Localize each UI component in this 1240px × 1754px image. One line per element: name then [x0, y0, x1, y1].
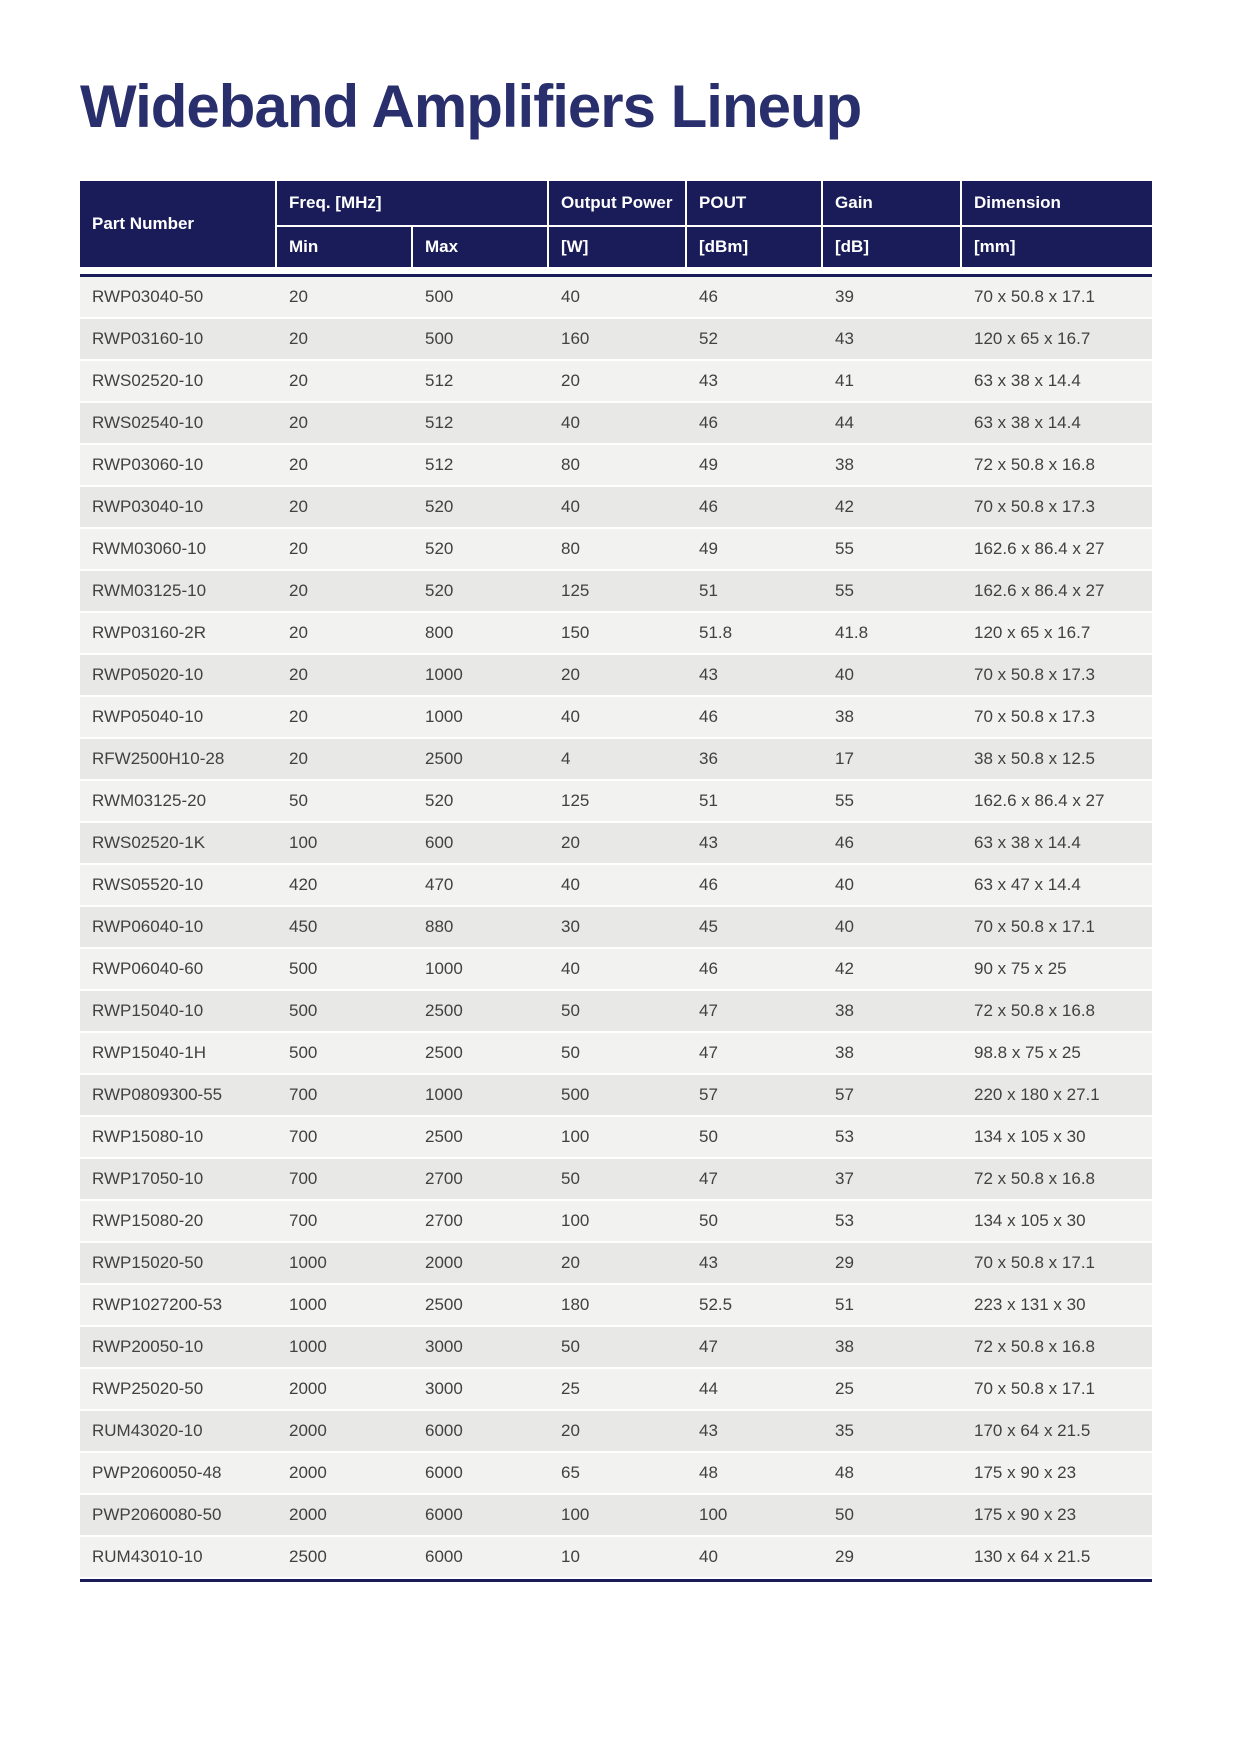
- column-header-pout: POUT: [687, 181, 823, 227]
- cell-dimension_mm: 130 x 64 x 21.5: [962, 1537, 1152, 1579]
- table-row: [80, 1537, 1152, 1579]
- cell-dimension_mm: 63 x 47 x 14.4: [962, 865, 1152, 907]
- cell-dimension_mm: 120 x 65 x 16.7: [962, 613, 1152, 655]
- cell-freq_min: 20: [277, 403, 413, 445]
- cell-part_number: RFW2500H10-28: [80, 739, 277, 781]
- cell-output_power_w: 20: [549, 1243, 687, 1285]
- cell-pout_dbm: 46: [687, 403, 823, 445]
- cell-gain_db: 40: [823, 655, 962, 697]
- cell-freq_max: 1000: [413, 949, 549, 991]
- cell-dimension_mm: 70 x 50.8 x 17.3: [962, 487, 1152, 529]
- page-title: Wideband Amplifiers Lineup: [80, 73, 862, 140]
- footer-rule-cell: [80, 1579, 1152, 1582]
- cell-dimension_mm: 70 x 50.8 x 17.1: [962, 277, 1152, 319]
- cell-pout_dbm: 52.5: [687, 1285, 823, 1327]
- cell-freq_min: 700: [277, 1117, 413, 1159]
- cell-dimension_mm: 175 x 90 x 23: [962, 1453, 1152, 1495]
- column-header-freq-max: Max: [413, 227, 549, 267]
- cell-freq_min: 2000: [277, 1411, 413, 1453]
- table-row: [80, 865, 1152, 907]
- cell-freq_min: 700: [277, 1075, 413, 1117]
- cell-freq_max: 512: [413, 361, 549, 403]
- cell-pout_dbm: 47: [687, 1327, 823, 1369]
- cell-freq_max: 2700: [413, 1159, 549, 1201]
- cell-output_power_w: 180: [549, 1285, 687, 1327]
- cell-dimension_mm: 72 x 50.8 x 16.8: [962, 991, 1152, 1033]
- cell-gain_db: 53: [823, 1117, 962, 1159]
- cell-part_number: RWS02520-10: [80, 361, 277, 403]
- cell-freq_max: 2500: [413, 1117, 549, 1159]
- column-header-dimension-unit: [mm]: [962, 227, 1152, 267]
- cell-gain_db: 51: [823, 1285, 962, 1327]
- cell-gain_db: 48: [823, 1453, 962, 1495]
- cell-gain_db: 29: [823, 1537, 962, 1579]
- cell-freq_min: 2000: [277, 1453, 413, 1495]
- table-row: [80, 697, 1152, 739]
- cell-output_power_w: 125: [549, 571, 687, 613]
- cell-part_number: RUM43010-10: [80, 1537, 277, 1579]
- cell-output_power_w: 40: [549, 403, 687, 445]
- cell-pout_dbm: 47: [687, 991, 823, 1033]
- cell-freq_min: 20: [277, 529, 413, 571]
- cell-pout_dbm: 43: [687, 1411, 823, 1453]
- table-row: [80, 277, 1152, 319]
- cell-dimension_mm: 38 x 50.8 x 12.5: [962, 739, 1152, 781]
- cell-part_number: RWP1027200-53: [80, 1285, 277, 1327]
- cell-gain_db: 40: [823, 907, 962, 949]
- cell-gain_db: 57: [823, 1075, 962, 1117]
- table-row: [80, 1369, 1152, 1411]
- cell-pout_dbm: 48: [687, 1453, 823, 1495]
- cell-pout_dbm: 47: [687, 1033, 823, 1075]
- cell-output_power_w: 10: [549, 1537, 687, 1579]
- table-row: [80, 739, 1152, 781]
- table-row: [80, 1327, 1152, 1369]
- cell-freq_max: 3000: [413, 1369, 549, 1411]
- cell-pout_dbm: 52: [687, 319, 823, 361]
- table-row: [80, 823, 1152, 865]
- cell-gain_db: 37: [823, 1159, 962, 1201]
- table-row: [80, 1033, 1152, 1075]
- cell-pout_dbm: 50: [687, 1117, 823, 1159]
- cell-output_power_w: 100: [549, 1495, 687, 1537]
- cell-dimension_mm: 162.6 x 86.4 x 27: [962, 781, 1152, 823]
- cell-dimension_mm: 70 x 50.8 x 17.1: [962, 1243, 1152, 1285]
- cell-freq_max: 6000: [413, 1453, 549, 1495]
- cell-part_number: RWP05040-10: [80, 697, 277, 739]
- cell-part_number: PWP2060080-50: [80, 1495, 277, 1537]
- cell-part_number: RUM43020-10: [80, 1411, 277, 1453]
- cell-pout_dbm: 100: [687, 1495, 823, 1537]
- table-body: [80, 277, 1152, 1579]
- cell-freq_min: 1000: [277, 1285, 413, 1327]
- cell-dimension_mm: 162.6 x 86.4 x 27: [962, 529, 1152, 571]
- table-row: [80, 1117, 1152, 1159]
- cell-dimension_mm: 72 x 50.8 x 16.8: [962, 1159, 1152, 1201]
- table-row: [80, 613, 1152, 655]
- cell-pout_dbm: 49: [687, 529, 823, 571]
- table-row: [80, 1201, 1152, 1243]
- table-row: [80, 1495, 1152, 1537]
- cell-dimension_mm: 70 x 50.8 x 17.3: [962, 697, 1152, 739]
- cell-gain_db: 40: [823, 865, 962, 907]
- cell-freq_min: 500: [277, 1033, 413, 1075]
- cell-output_power_w: 30: [549, 907, 687, 949]
- cell-pout_dbm: 36: [687, 739, 823, 781]
- cell-output_power_w: 50: [549, 1327, 687, 1369]
- column-header-freq-group: Freq. [MHz]: [277, 181, 549, 227]
- table-row: [80, 991, 1152, 1033]
- cell-gain_db: 42: [823, 487, 962, 529]
- cell-freq_max: 3000: [413, 1327, 549, 1369]
- cell-freq_max: 520: [413, 571, 549, 613]
- cell-part_number: RWP03040-10: [80, 487, 277, 529]
- cell-part_number: PWP2060050-48: [80, 1453, 277, 1495]
- cell-part_number: RWP05020-10: [80, 655, 277, 697]
- cell-gain_db: 38: [823, 1327, 962, 1369]
- cell-freq_max: 520: [413, 781, 549, 823]
- cell-part_number: RWP15080-10: [80, 1117, 277, 1159]
- cell-freq_min: 700: [277, 1159, 413, 1201]
- column-header-pout-unit: [dBm]: [687, 227, 823, 267]
- cell-part_number: RWM03125-20: [80, 781, 277, 823]
- cell-freq_max: 880: [413, 907, 549, 949]
- cell-gain_db: 41: [823, 361, 962, 403]
- cell-pout_dbm: 40: [687, 1537, 823, 1579]
- cell-dimension_mm: 134 x 105 x 30: [962, 1117, 1152, 1159]
- cell-output_power_w: 80: [549, 445, 687, 487]
- cell-output_power_w: 150: [549, 613, 687, 655]
- cell-output_power_w: 20: [549, 361, 687, 403]
- cell-gain_db: 43: [823, 319, 962, 361]
- cell-output_power_w: 500: [549, 1075, 687, 1117]
- column-header-output-power-unit: [W]: [549, 227, 687, 267]
- cell-gain_db: 38: [823, 1033, 962, 1075]
- cell-freq_max: 512: [413, 445, 549, 487]
- cell-pout_dbm: 43: [687, 1243, 823, 1285]
- cell-dimension_mm: 220 x 180 x 27.1: [962, 1075, 1152, 1117]
- cell-part_number: RWM03060-10: [80, 529, 277, 571]
- cell-freq_max: 512: [413, 403, 549, 445]
- cell-part_number: RWS02540-10: [80, 403, 277, 445]
- cell-dimension_mm: 134 x 105 x 30: [962, 1201, 1152, 1243]
- table-row: [80, 571, 1152, 613]
- cell-dimension_mm: 63 x 38 x 14.4: [962, 823, 1152, 865]
- cell-output_power_w: 40: [549, 277, 687, 319]
- cell-output_power_w: 20: [549, 1411, 687, 1453]
- cell-pout_dbm: 44: [687, 1369, 823, 1411]
- cell-output_power_w: 25: [549, 1369, 687, 1411]
- cell-pout_dbm: 43: [687, 823, 823, 865]
- cell-freq_max: 6000: [413, 1411, 549, 1453]
- cell-part_number: RWP17050-10: [80, 1159, 277, 1201]
- cell-part_number: RWP06040-60: [80, 949, 277, 991]
- cell-gain_db: 53: [823, 1201, 962, 1243]
- cell-output_power_w: 100: [549, 1201, 687, 1243]
- cell-freq_min: 20: [277, 655, 413, 697]
- cell-freq_min: 50: [277, 781, 413, 823]
- cell-freq_max: 520: [413, 529, 549, 571]
- cell-freq_max: 800: [413, 613, 549, 655]
- column-header-output-power: Output Power: [549, 181, 687, 227]
- cell-pout_dbm: 51: [687, 571, 823, 613]
- table-row: [80, 781, 1152, 823]
- cell-freq_max: 6000: [413, 1537, 549, 1579]
- cell-dimension_mm: 72 x 50.8 x 16.8: [962, 445, 1152, 487]
- divider-cell: [80, 267, 1152, 277]
- cell-gain_db: 44: [823, 403, 962, 445]
- cell-dimension_mm: 70 x 50.8 x 17.1: [962, 907, 1152, 949]
- cell-gain_db: 50: [823, 1495, 962, 1537]
- table-row: [80, 361, 1152, 403]
- cell-gain_db: 55: [823, 781, 962, 823]
- cell-freq_min: 500: [277, 949, 413, 991]
- cell-dimension_mm: 70 x 50.8 x 17.3: [962, 655, 1152, 697]
- footer-rule-row: [80, 1579, 1152, 1582]
- cell-freq_min: 1000: [277, 1327, 413, 1369]
- table-row: [80, 655, 1152, 697]
- cell-output_power_w: 50: [549, 991, 687, 1033]
- column-header-gain-unit: [dB]: [823, 227, 962, 267]
- table-row: [80, 445, 1152, 487]
- cell-freq_min: 20: [277, 319, 413, 361]
- cell-freq_min: 20: [277, 697, 413, 739]
- cell-pout_dbm: 51.8: [687, 613, 823, 655]
- table-row: [80, 1159, 1152, 1201]
- cell-part_number: RWP15080-20: [80, 1201, 277, 1243]
- cell-gain_db: 25: [823, 1369, 962, 1411]
- cell-gain_db: 46: [823, 823, 962, 865]
- cell-gain_db: 17: [823, 739, 962, 781]
- cell-part_number: RWP25020-50: [80, 1369, 277, 1411]
- cell-freq_min: 2000: [277, 1495, 413, 1537]
- cell-pout_dbm: 46: [687, 865, 823, 907]
- cell-output_power_w: 80: [549, 529, 687, 571]
- column-header-gain: Gain: [823, 181, 962, 227]
- cell-pout_dbm: 51: [687, 781, 823, 823]
- cell-part_number: RWM03125-10: [80, 571, 277, 613]
- cell-dimension_mm: 72 x 50.8 x 16.8: [962, 1327, 1152, 1369]
- table-row: [80, 1285, 1152, 1327]
- cell-freq_min: 2000: [277, 1369, 413, 1411]
- cell-dimension_mm: 98.8 x 75 x 25: [962, 1033, 1152, 1075]
- column-header-part-number: Part Number: [80, 181, 277, 267]
- cell-freq_min: 100: [277, 823, 413, 865]
- cell-gain_db: 39: [823, 277, 962, 319]
- cell-gain_db: 38: [823, 991, 962, 1033]
- cell-gain_db: 38: [823, 445, 962, 487]
- cell-freq_min: 20: [277, 277, 413, 319]
- divider-row: [80, 267, 1152, 277]
- cell-part_number: RWP15040-10: [80, 991, 277, 1033]
- cell-freq_min: 700: [277, 1201, 413, 1243]
- table-row: [80, 1453, 1152, 1495]
- column-header-dimension: Dimension: [962, 181, 1152, 227]
- cell-part_number: RWP15040-1H: [80, 1033, 277, 1075]
- cell-freq_min: 450: [277, 907, 413, 949]
- cell-output_power_w: 20: [549, 823, 687, 865]
- table-row: [80, 319, 1152, 361]
- cell-gain_db: 29: [823, 1243, 962, 1285]
- cell-pout_dbm: 43: [687, 655, 823, 697]
- cell-freq_min: 20: [277, 361, 413, 403]
- cell-pout_dbm: 50: [687, 1201, 823, 1243]
- cell-gain_db: 55: [823, 529, 962, 571]
- cell-dimension_mm: 162.6 x 86.4 x 27: [962, 571, 1152, 613]
- cell-output_power_w: 40: [549, 697, 687, 739]
- cell-output_power_w: 65: [549, 1453, 687, 1495]
- cell-freq_min: 20: [277, 613, 413, 655]
- cell-part_number: RWP06040-10: [80, 907, 277, 949]
- cell-output_power_w: 50: [549, 1033, 687, 1075]
- cell-freq_max: 1000: [413, 697, 549, 739]
- table-row: [80, 1243, 1152, 1285]
- cell-gain_db: 55: [823, 571, 962, 613]
- cell-freq_max: 520: [413, 487, 549, 529]
- cell-output_power_w: 40: [549, 949, 687, 991]
- cell-freq_max: 2500: [413, 1033, 549, 1075]
- cell-pout_dbm: 46: [687, 949, 823, 991]
- cell-output_power_w: 160: [549, 319, 687, 361]
- cell-gain_db: 41.8: [823, 613, 962, 655]
- cell-freq_min: 20: [277, 487, 413, 529]
- cell-part_number: RWS02520-1K: [80, 823, 277, 865]
- cell-dimension_mm: 170 x 64 x 21.5: [962, 1411, 1152, 1453]
- cell-freq_max: 500: [413, 319, 549, 361]
- cell-part_number: RWP03060-10: [80, 445, 277, 487]
- cell-gain_db: 35: [823, 1411, 962, 1453]
- cell-gain_db: 38: [823, 697, 962, 739]
- cell-freq_min: 20: [277, 739, 413, 781]
- cell-pout_dbm: 47: [687, 1159, 823, 1201]
- cell-dimension_mm: 70 x 50.8 x 17.1: [962, 1369, 1152, 1411]
- table-row: [80, 1075, 1152, 1117]
- table-header: [80, 181, 1152, 267]
- cell-part_number: RWP20050-10: [80, 1327, 277, 1369]
- cell-freq_min: 420: [277, 865, 413, 907]
- cell-part_number: RWP15020-50: [80, 1243, 277, 1285]
- cell-pout_dbm: 45: [687, 907, 823, 949]
- table-row: [80, 949, 1152, 991]
- cell-dimension_mm: 175 x 90 x 23: [962, 1495, 1152, 1537]
- cell-freq_max: 2700: [413, 1201, 549, 1243]
- cell-freq_max: 2500: [413, 991, 549, 1033]
- cell-freq_max: 2000: [413, 1243, 549, 1285]
- cell-output_power_w: 125: [549, 781, 687, 823]
- table-row: [80, 1411, 1152, 1453]
- cell-freq_max: 500: [413, 277, 549, 319]
- table-row: [80, 529, 1152, 571]
- cell-dimension_mm: 90 x 75 x 25: [962, 949, 1152, 991]
- cell-part_number: RWP0809300-55: [80, 1075, 277, 1117]
- table-footer-rule: [80, 1579, 1152, 1582]
- cell-pout_dbm: 49: [687, 445, 823, 487]
- cell-freq_max: 6000: [413, 1495, 549, 1537]
- cell-dimension_mm: 63 x 38 x 14.4: [962, 403, 1152, 445]
- cell-pout_dbm: 46: [687, 277, 823, 319]
- table-row: [80, 403, 1152, 445]
- cell-dimension_mm: 223 x 131 x 30: [962, 1285, 1152, 1327]
- cell-pout_dbm: 46: [687, 697, 823, 739]
- cell-freq_max: 2500: [413, 1285, 549, 1327]
- cell-output_power_w: 20: [549, 655, 687, 697]
- column-header-freq-min: Min: [277, 227, 413, 267]
- cell-part_number: RWP03160-10: [80, 319, 277, 361]
- cell-part_number: RWP03160-2R: [80, 613, 277, 655]
- cell-freq_max: 600: [413, 823, 549, 865]
- cell-part_number: RWS05520-10: [80, 865, 277, 907]
- cell-pout_dbm: 43: [687, 361, 823, 403]
- cell-pout_dbm: 46: [687, 487, 823, 529]
- cell-output_power_w: 40: [549, 865, 687, 907]
- table-row: [80, 907, 1152, 949]
- cell-freq_max: 1000: [413, 1075, 549, 1117]
- cell-freq_max: 470: [413, 865, 549, 907]
- cell-output_power_w: 40: [549, 487, 687, 529]
- cell-part_number: RWP03040-50: [80, 277, 277, 319]
- cell-pout_dbm: 57: [687, 1075, 823, 1117]
- cell-gain_db: 42: [823, 949, 962, 991]
- amplifier-lineup-table: [80, 181, 1152, 1582]
- cell-dimension_mm: 63 x 38 x 14.4: [962, 361, 1152, 403]
- cell-freq_min: 500: [277, 991, 413, 1033]
- cell-output_power_w: 100: [549, 1117, 687, 1159]
- header-group-row: [80, 181, 1152, 227]
- header-body-divider: [80, 267, 1152, 277]
- cell-freq_max: 2500: [413, 739, 549, 781]
- cell-freq_min: 1000: [277, 1243, 413, 1285]
- table-row: [80, 487, 1152, 529]
- cell-freq_min: 20: [277, 571, 413, 613]
- cell-output_power_w: 4: [549, 739, 687, 781]
- cell-freq_min: 2500: [277, 1537, 413, 1579]
- cell-freq_max: 1000: [413, 655, 549, 697]
- cell-freq_min: 20: [277, 445, 413, 487]
- cell-output_power_w: 50: [549, 1159, 687, 1201]
- cell-dimension_mm: 120 x 65 x 16.7: [962, 319, 1152, 361]
